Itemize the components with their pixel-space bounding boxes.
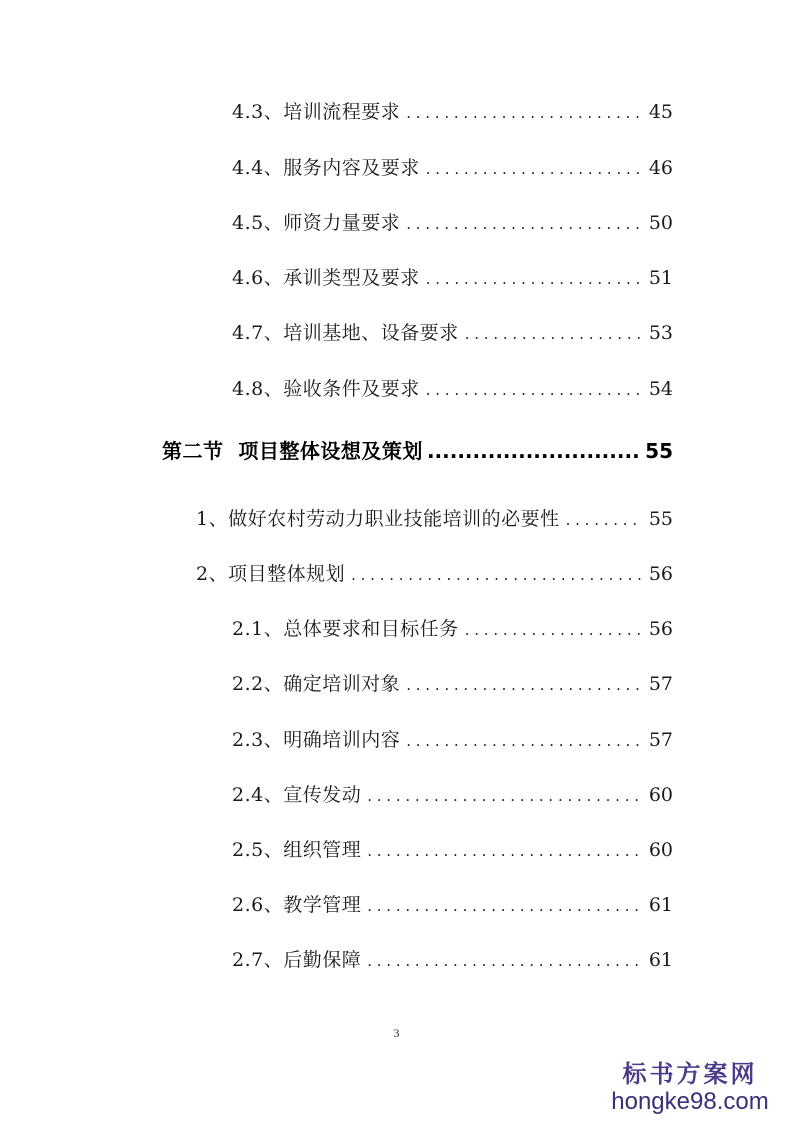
- toc-entry-page: 57: [648, 673, 673, 695]
- toc-leader-dots: [426, 381, 643, 399]
- toc-leader-dots: [406, 676, 643, 694]
- toc-entry-page: 56: [648, 563, 673, 585]
- watermark-url: hongke98.com: [611, 1088, 769, 1115]
- page-number: 3: [393, 1026, 400, 1040]
- toc-entry-label: 4.7、培训基地、设备要求: [232, 322, 459, 344]
- toc-entry-label: 4.4、服务内容及要求: [232, 157, 420, 179]
- toc-entry-label: 2.2、确定培训对象: [232, 673, 401, 695]
- toc-leader-dots: [566, 511, 643, 529]
- toc-section-label: 第二节 项目整体设想及策划: [162, 439, 423, 463]
- toc-entry-4-5[interactable]: [232, 208, 673, 235]
- toc-leader-dots: [367, 897, 643, 915]
- toc-entry-page: 54: [648, 378, 673, 400]
- toc-entry-2-1[interactable]: [232, 614, 673, 641]
- toc-leader-dots: [406, 215, 643, 233]
- toc-leader-dots: [426, 160, 643, 178]
- toc-entry-page: 45: [648, 101, 673, 123]
- toc-section-page: 55: [645, 439, 673, 463]
- toc-entry-label: 4.8、验收条件及要求: [232, 378, 420, 400]
- toc-leader-dots: [427, 439, 641, 463]
- toc-entry-page: 57: [648, 729, 673, 751]
- toc-entry-page: 51: [648, 267, 673, 289]
- toc-section-2[interactable]: [162, 435, 673, 464]
- toc-entry-label: 2.1、总体要求和目标任务: [232, 618, 459, 640]
- toc-entry-2-6[interactable]: [232, 890, 673, 917]
- toc-leader-dots: [351, 566, 643, 584]
- toc-entry-page: 46: [648, 157, 673, 179]
- toc-entry-label: 1、做好农村劳动力职业技能培训的必要性: [196, 508, 560, 530]
- toc-entry-2-2[interactable]: [232, 669, 673, 696]
- toc-entry-2-3[interactable]: [232, 725, 673, 752]
- toc-entry-page: 61: [648, 949, 673, 971]
- toc-entry-page: 50: [648, 212, 673, 234]
- toc-entry-page: 60: [648, 784, 673, 806]
- toc-entry-label: 2.6、教学管理: [232, 894, 362, 916]
- toc-leader-dots: [406, 104, 643, 122]
- toc-entry-2-7[interactable]: [232, 945, 673, 972]
- toc-leader-dots: [406, 732, 643, 750]
- toc-entry-label: 2、项目整体规划: [196, 563, 346, 585]
- toc-entry-label: 4.5、师资力量要求: [232, 212, 401, 234]
- toc-leader-dots: [367, 787, 643, 805]
- toc-leader-dots: [465, 621, 643, 639]
- toc-leader-dots: [367, 842, 643, 860]
- toc-entry-label: 4.3、培训流程要求: [232, 101, 401, 123]
- toc-entry-2[interactable]: [196, 559, 673, 586]
- toc-leader-dots: [465, 325, 643, 343]
- toc-entry-page: 53: [648, 322, 673, 344]
- toc-leader-dots: [367, 952, 643, 970]
- toc-entry-1[interactable]: [196, 504, 673, 531]
- watermark: [595, 1060, 785, 1116]
- toc-entry-2-4[interactable]: [232, 780, 673, 807]
- watermark-title: 标书方案网: [622, 1059, 758, 1088]
- toc-entry-2-5[interactable]: [232, 835, 673, 862]
- toc-entry-page: 56: [648, 618, 673, 640]
- toc-entry-4-7[interactable]: [232, 318, 673, 345]
- toc-entry-label: 2.7、后勤保障: [232, 949, 362, 971]
- toc-entry-page: 61: [648, 894, 673, 916]
- toc-entry-4-3[interactable]: [232, 97, 673, 124]
- toc-entry-4-6[interactable]: [232, 263, 673, 290]
- toc-leader-dots: [426, 270, 643, 288]
- toc-entry-label: 2.4、宣传发动: [232, 784, 362, 806]
- toc-entry-label: 2.5、组织管理: [232, 839, 362, 861]
- toc-entry-page: 60: [648, 839, 673, 861]
- toc-entry-4-4[interactable]: [232, 153, 673, 180]
- toc-entry-page: 55: [648, 508, 673, 530]
- toc-entry-label: 4.6、承训类型及要求: [232, 267, 420, 289]
- toc-entry-label: 2.3、明确培训内容: [232, 729, 401, 751]
- toc-entry-4-8[interactable]: [232, 374, 673, 401]
